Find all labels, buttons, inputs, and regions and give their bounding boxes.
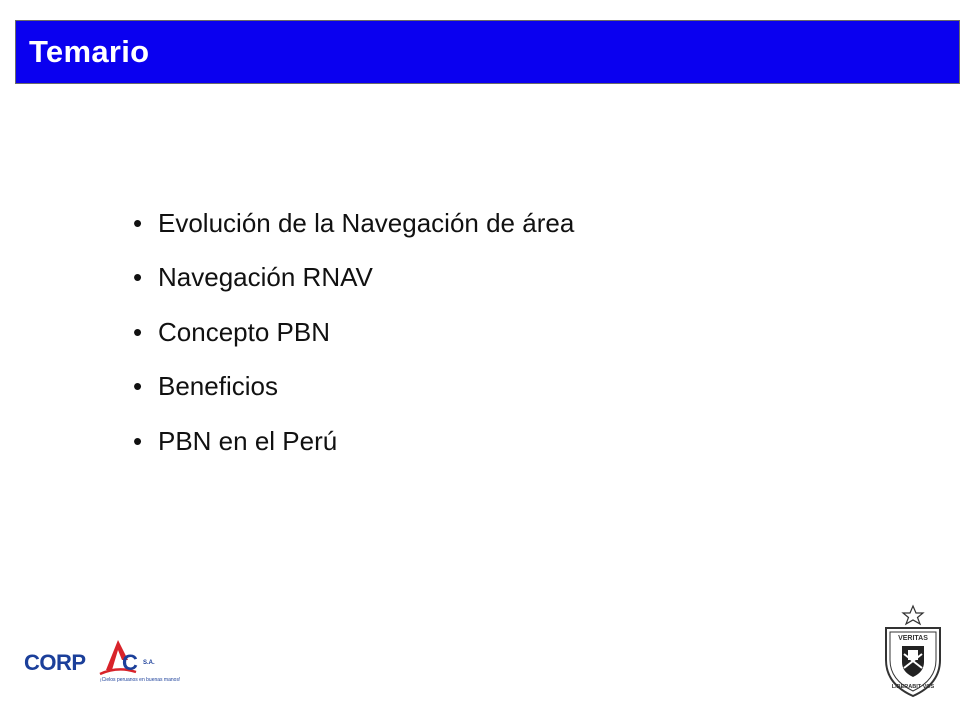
university-crest-icon bbox=[880, 604, 946, 700]
topic-item bbox=[133, 414, 574, 469]
topic-item bbox=[133, 196, 574, 251]
topic-item bbox=[133, 305, 574, 360]
corpac-tagline: ¡Cielos peruanos en buenas manos! bbox=[100, 677, 181, 683]
topic-list bbox=[133, 196, 574, 469]
topic-item bbox=[133, 360, 574, 415]
topic-label: Beneficios bbox=[158, 371, 278, 402]
bullet-icon: • bbox=[133, 425, 143, 456]
star-icon bbox=[903, 606, 923, 624]
topic-label: Evolución de la Navegación de área bbox=[158, 207, 575, 238]
corpac-suffix: S.A. bbox=[143, 660, 155, 666]
slide-title: Temario bbox=[29, 34, 150, 69]
crest-motto-side: LIBERABIT VOS bbox=[891, 684, 935, 690]
bullet-icon: • bbox=[133, 262, 143, 293]
bullet-icon: • bbox=[133, 316, 143, 347]
topic-label: Navegación RNAV bbox=[158, 262, 373, 293]
corpac-logo bbox=[18, 636, 186, 692]
corpac-name-end: C bbox=[122, 650, 138, 675]
topic-label: PBN en el Perú bbox=[158, 425, 338, 456]
topic-label: Concepto PBN bbox=[158, 316, 330, 347]
crest-motto-top: VERITAS bbox=[898, 635, 928, 642]
bullet-icon: • bbox=[133, 207, 143, 238]
title-bar bbox=[15, 20, 960, 84]
topic-item bbox=[133, 251, 574, 306]
corpac-name: CORP bbox=[24, 650, 86, 675]
bullet-icon: • bbox=[133, 371, 143, 402]
